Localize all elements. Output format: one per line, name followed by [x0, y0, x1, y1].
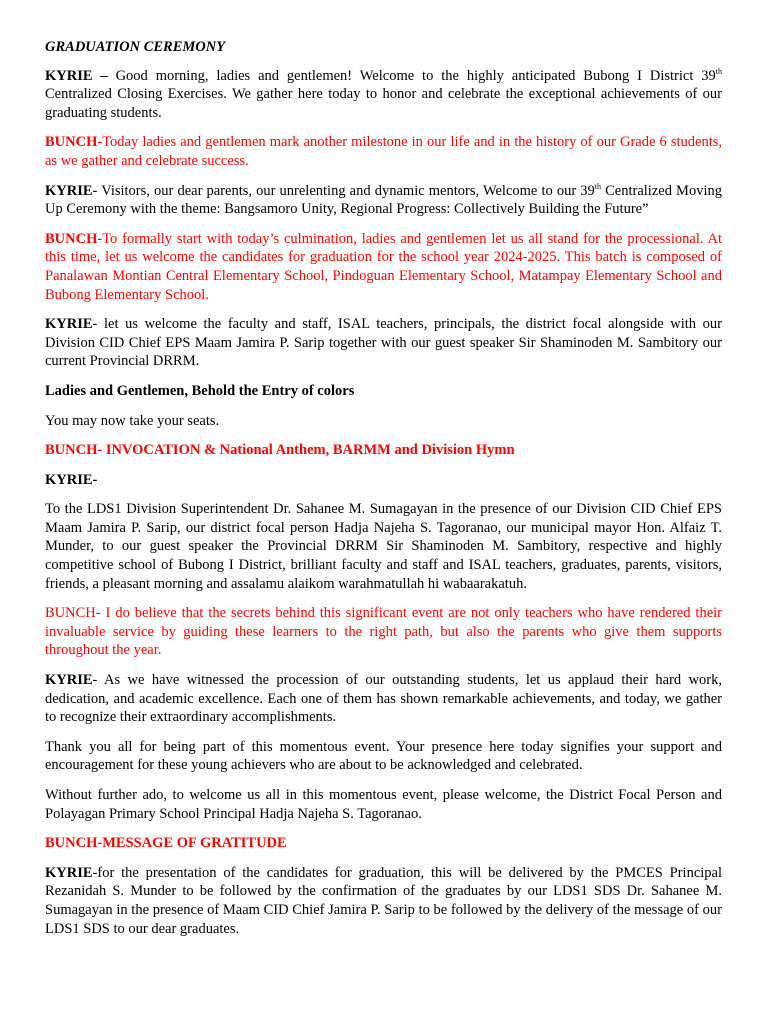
speaker-label: KYRIE [45, 182, 93, 199]
take-seats-line: You may now take your seats. [45, 412, 220, 429]
speaker-label: BUNCH [45, 230, 98, 247]
bunch-secrets-paragraph: BUNCH- I do believe that the secrets behind this significant event are not only teachers who have rendered their invaluable service by guiding these learners to the right path, but also the parents who give them supports throughout the year. [45, 605, 722, 659]
kyrie-label-line: KYRIE- [45, 471, 98, 488]
kyrie-welcome-paragraph: KYRIE – Good morning, ladies and gentlemen! Welcome to the highly anticipated Bubong I District 39th Centralized Closing Exercises. We gather here today to honor and celebrate the exceptional achievements of our graduating students. [45, 66, 722, 121]
dignitaries-greeting-paragraph: To the LDS1 Division Superintendent Dr. Sahanee M. Sumagayan in the presence of our Division CID Chief EPS Maam Jamira P. Sarip, our district focal person Hadja Najeha S. Tagoranao, our municipal mayor Hon. Alfaiz T. Munder, to our guest speaker the Provincial DRRM Sir Shaminoden M. Sambitory, respective and highly competitive school of Bubong I District, brilliant faculty and staff and ISAL teachers, graduates, parents, visitors, friends, a pleasant morning and assalamu alaikom warahmatullah hi wabaarakatuh. [45, 501, 722, 592]
kyrie-faculty-paragraph: KYRIE- let us welcome the faculty and staff, ISAL teachers, principals, the district focal alongside with our Division CID Chief EPS Maam Jamira P. Sarip together with our guest speaker Sir Shaminoden M. Sambitory our current Provincial DRRM. [45, 316, 722, 370]
bunch-milestone-paragraph: BUNCH-Today ladies and gentlemen mark another milestone in our life and in the history of our Grade 6 students, as we gather and celebrate success. [45, 134, 722, 169]
document-title: GRADUATION CEREMONY [45, 39, 226, 55]
speaker-label: BUNCH [45, 134, 98, 151]
bunch-processional-paragraph: BUNCH-To formally start with today’s culmination, ladies and gentlemen let us all stand for the processional. At this time, let us welcome the candidates for graduation for the school year 2024-2025. This batch is composed of Panalawan Montian Central Elementary School, Pindoguan Elementary School, Matampay Elementary School and Bubong Elementary School. [45, 230, 722, 303]
welcome-focal-person-paragraph: Without further ado, to welcome us all in this momentous event, please welcome, the District Focal Person and Polayagan Primary School Principal Hadja Najeha S. Tagoranao. [45, 787, 722, 822]
entry-of-colors-heading: Ladies and Gentlemen, Behold the Entry of colors [45, 382, 355, 399]
speaker-label: KYRIE [45, 316, 93, 333]
message-of-gratitude-heading: BUNCH-MESSAGE OF GRATITUDE [45, 835, 287, 852]
speaker-label: KYRIE [45, 672, 93, 689]
kyrie-theme-paragraph: KYRIE- Visitors, our dear parents, our unrelenting and dynamic mentors, Welcome to our 39th Centralized Moving Up Ceremony with the theme: Bangsamoro Unity, Regional Progress: Collectively Building the Future” [45, 181, 722, 218]
kyrie-candidates-paragraph: KYRIE-for the presentation of the candidates for graduation, this will be delivered by the PMCES Principal Rezanidah S. Munder to be followed by the confirmation of the graduates by our LDS1 SDS Dr. Sahanee M. Sumagayan in the presence of Maam CID Chief Jamira P. Sarip to be followed by the delivery of the message of our LDS1 SDS to our dear graduates. [45, 864, 722, 937]
speaker-label: KYRIE – [45, 67, 108, 84]
kyrie-applause-paragraph: KYRIE- As we have witnessed the procession of our outstanding students, let us applaud their hard work, dedication, and academic excellence. Each one of them has shown remarkable achievements, and today, we gather to recognize their extraordinary accomplishments. [45, 672, 722, 726]
thank-you-paragraph: Thank you all for being part of this momentous event. Your presence here today signifies your support and encouragement for these young achievers who are about to be acknowledged and celebrated. [45, 738, 722, 774]
invocation-heading: BUNCH- INVOCATION & National Anthem, BARMM and Division Hymn [45, 442, 515, 459]
speaker-label: KYRIE [45, 864, 93, 881]
